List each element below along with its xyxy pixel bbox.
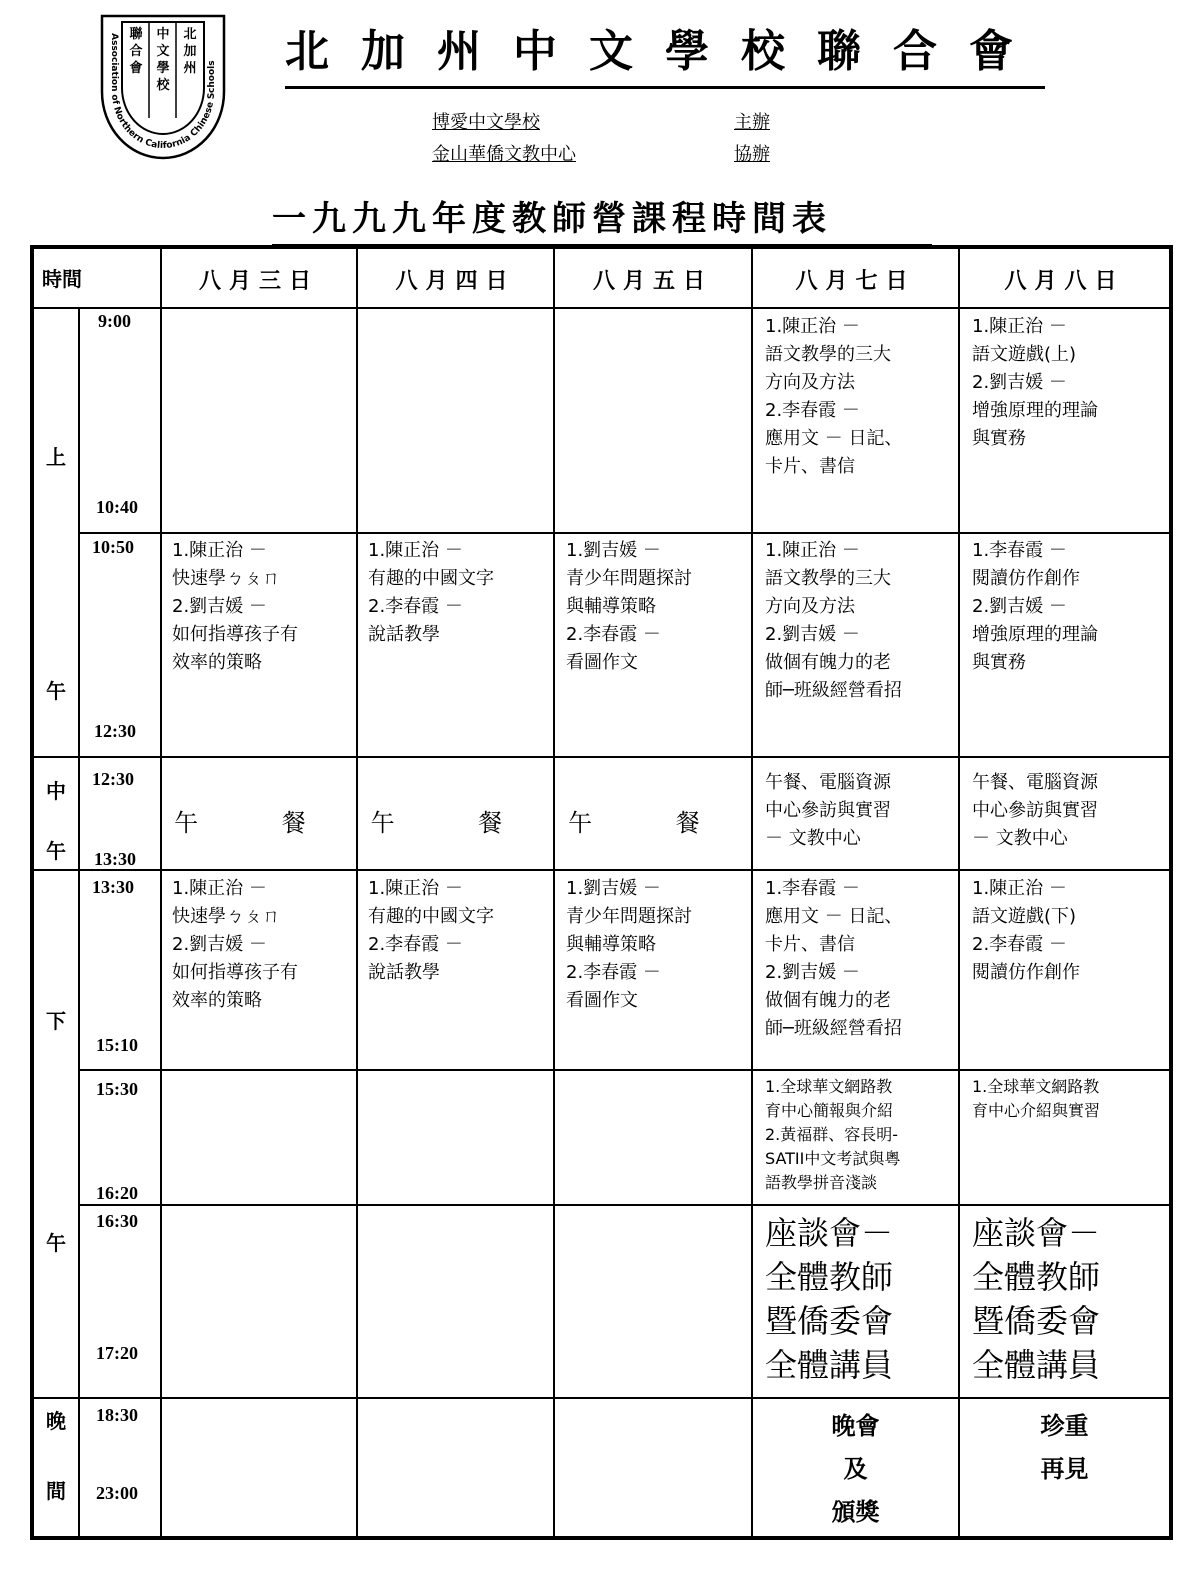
- session-cell: 1.陳正治 － 快速學ㄅㄆㄇ 2.劉吉媛 － 如何指導孩子有 效率的策略: [172, 878, 298, 1011]
- day-header-aug3: 八月三日: [198, 269, 319, 294]
- logo-col-2: 中 文 學 校: [156, 27, 170, 93]
- logo-col-3: 北 加 州: [183, 27, 197, 76]
- time-end: 12:30: [94, 721, 136, 741]
- schedule-table: [30, 245, 1173, 1540]
- session-cell: 1.劉吉媛 － 青少年問題探討 與輔導策略 2.李春霞 － 看圖作文: [566, 540, 692, 673]
- forum-cell: 座談會－ 全體教師 暨僑委會 全體講員: [765, 1214, 894, 1384]
- organization-title: 北加州中文學校聯合會: [285, 22, 1045, 89]
- host-school: 博愛中文學校: [432, 112, 540, 133]
- session-cell: 1.全球華文網路教 育中心介紹與實習: [972, 1077, 1101, 1120]
- session-cell: 午餐、電腦資源 中心參訪與實習 － 文教中心: [765, 772, 891, 849]
- period-evening-2: 間: [46, 1479, 66, 1503]
- grid-line: [78, 1204, 1169, 1206]
- lunch-cell: 午 餐: [370, 809, 541, 837]
- logo-col-1: 聯 合 會: [129, 27, 143, 76]
- period-noon-1: 中: [46, 779, 66, 803]
- session-cell: 1.全球華文網路教 育中心簡報與介紹 2.黃福群、容長明- SATII中文考試與粵 語教學拼音淺談: [765, 1077, 901, 1192]
- grid-line: [34, 869, 1169, 871]
- time-end: 23:00: [96, 1483, 138, 1503]
- time-end: 13:30: [94, 849, 136, 869]
- lunch-cell: 午 餐: [568, 809, 738, 837]
- session-cell: 1.劉吉媛 － 青少年問題探討 與輔導策略 2.李春霞 － 看圖作文: [566, 878, 692, 1011]
- schedule-title: 一九九九年度教師營課程時間表: [272, 196, 932, 247]
- session-cell: 1.陳正治 － 語文教學的三大 方向及方法 2.李春霞 － 應用文 － 日記、 卡片、書信: [765, 316, 903, 477]
- period-afternoon-1: 下: [46, 1009, 66, 1033]
- time-start: 12:30: [92, 769, 134, 789]
- co-host-line: [432, 140, 770, 166]
- time-start: 10:50: [92, 537, 134, 557]
- session-cell: 1.陳正治 － 有趣的中國文字 2.李春霞 － 說話教學: [368, 878, 494, 983]
- period-morning-2: 午: [46, 679, 66, 703]
- period-afternoon-2: 午: [46, 1231, 66, 1255]
- evening-cell: 珍重 再見: [1040, 1412, 1089, 1483]
- time-end: 17:20: [96, 1343, 138, 1363]
- time-start: 13:30: [92, 877, 134, 897]
- day-header-aug8: 八月八日: [1004, 269, 1125, 294]
- time-end: 15:10: [96, 1035, 138, 1055]
- session-cell: 1.陳正治 － 有趣的中國文字 2.李春霞 － 說話教學: [368, 540, 494, 645]
- grid-line: [958, 249, 960, 1536]
- session-cell: 1.陳正治 － 快速學ㄅㄆㄇ 2.劉吉媛 － 如何指導孩子有 效率的策略: [172, 540, 298, 673]
- day-header-aug7: 八月七日: [795, 269, 916, 294]
- co-host-role: 協辦: [734, 144, 770, 165]
- co-host-center: 金山華僑文教中心: [432, 144, 576, 165]
- grid-line: [34, 1397, 1169, 1399]
- session-cell: 1.李春霞 － 應用文 － 日記、 卡片、書信 2.劉吉媛 － 做個有魄力的老 師─班級經營看招: [765, 878, 903, 1039]
- session-cell: 1.陳正治 － 語文遊戲(上) 2.劉吉媛 － 增強原理的理論 與實務: [972, 316, 1098, 449]
- session-cell: 1.陳正治 － 語文遊戲(下) 2.李春霞 － 閱讀仿作創作: [972, 878, 1080, 983]
- grid-line: [34, 756, 1169, 758]
- period-evening-1: 晚: [46, 1409, 66, 1433]
- grid-line: [553, 249, 555, 1536]
- time-end: 10:40: [96, 497, 138, 517]
- session-cell: 1.陳正治 － 語文教學的三大 方向及方法 2.劉吉媛 － 做個有魄力的老 師─班級經營看招: [765, 540, 902, 701]
- period-noon-2: 午: [46, 839, 66, 863]
- period-morning-1: 上: [46, 445, 66, 469]
- grid-line: [78, 1069, 1169, 1071]
- grid-line: [78, 307, 80, 1536]
- grid-line: [34, 307, 1169, 309]
- day-header-aug4: 八月四日: [395, 269, 516, 294]
- time-start: 18:30: [96, 1405, 138, 1425]
- host-line: [432, 108, 770, 134]
- day-header-aug5: 八月五日: [592, 269, 713, 294]
- host-role: 主辦: [734, 112, 770, 133]
- session-cell: 1.李春霞 － 閱讀仿作創作 2.劉吉媛 － 增強原理的理論 與實務: [972, 540, 1098, 673]
- forum-cell: 座談會－ 全體教師 暨僑委會 全體講員: [972, 1214, 1101, 1384]
- association-logo: [98, 14, 228, 162]
- time-start: 16:30: [96, 1211, 138, 1231]
- grid-line: [78, 532, 1169, 534]
- grid-line: [160, 249, 162, 1536]
- logo-ring-text: Association of Northern California Chinese Schools: [108, 33, 218, 152]
- time-end: 16:20: [96, 1183, 138, 1203]
- evening-cell: 晚會 及 頒獎: [831, 1412, 880, 1526]
- session-cell: 午餐、電腦資源 中心參訪與實習 － 文教中心: [972, 772, 1098, 849]
- time-start: 15:30: [96, 1079, 138, 1099]
- grid-line: [356, 249, 358, 1536]
- time-start: 9:00: [98, 311, 131, 331]
- grid-line: [751, 249, 753, 1536]
- corner-header: 時間: [42, 267, 82, 291]
- lunch-cell: 午 餐: [174, 809, 344, 837]
